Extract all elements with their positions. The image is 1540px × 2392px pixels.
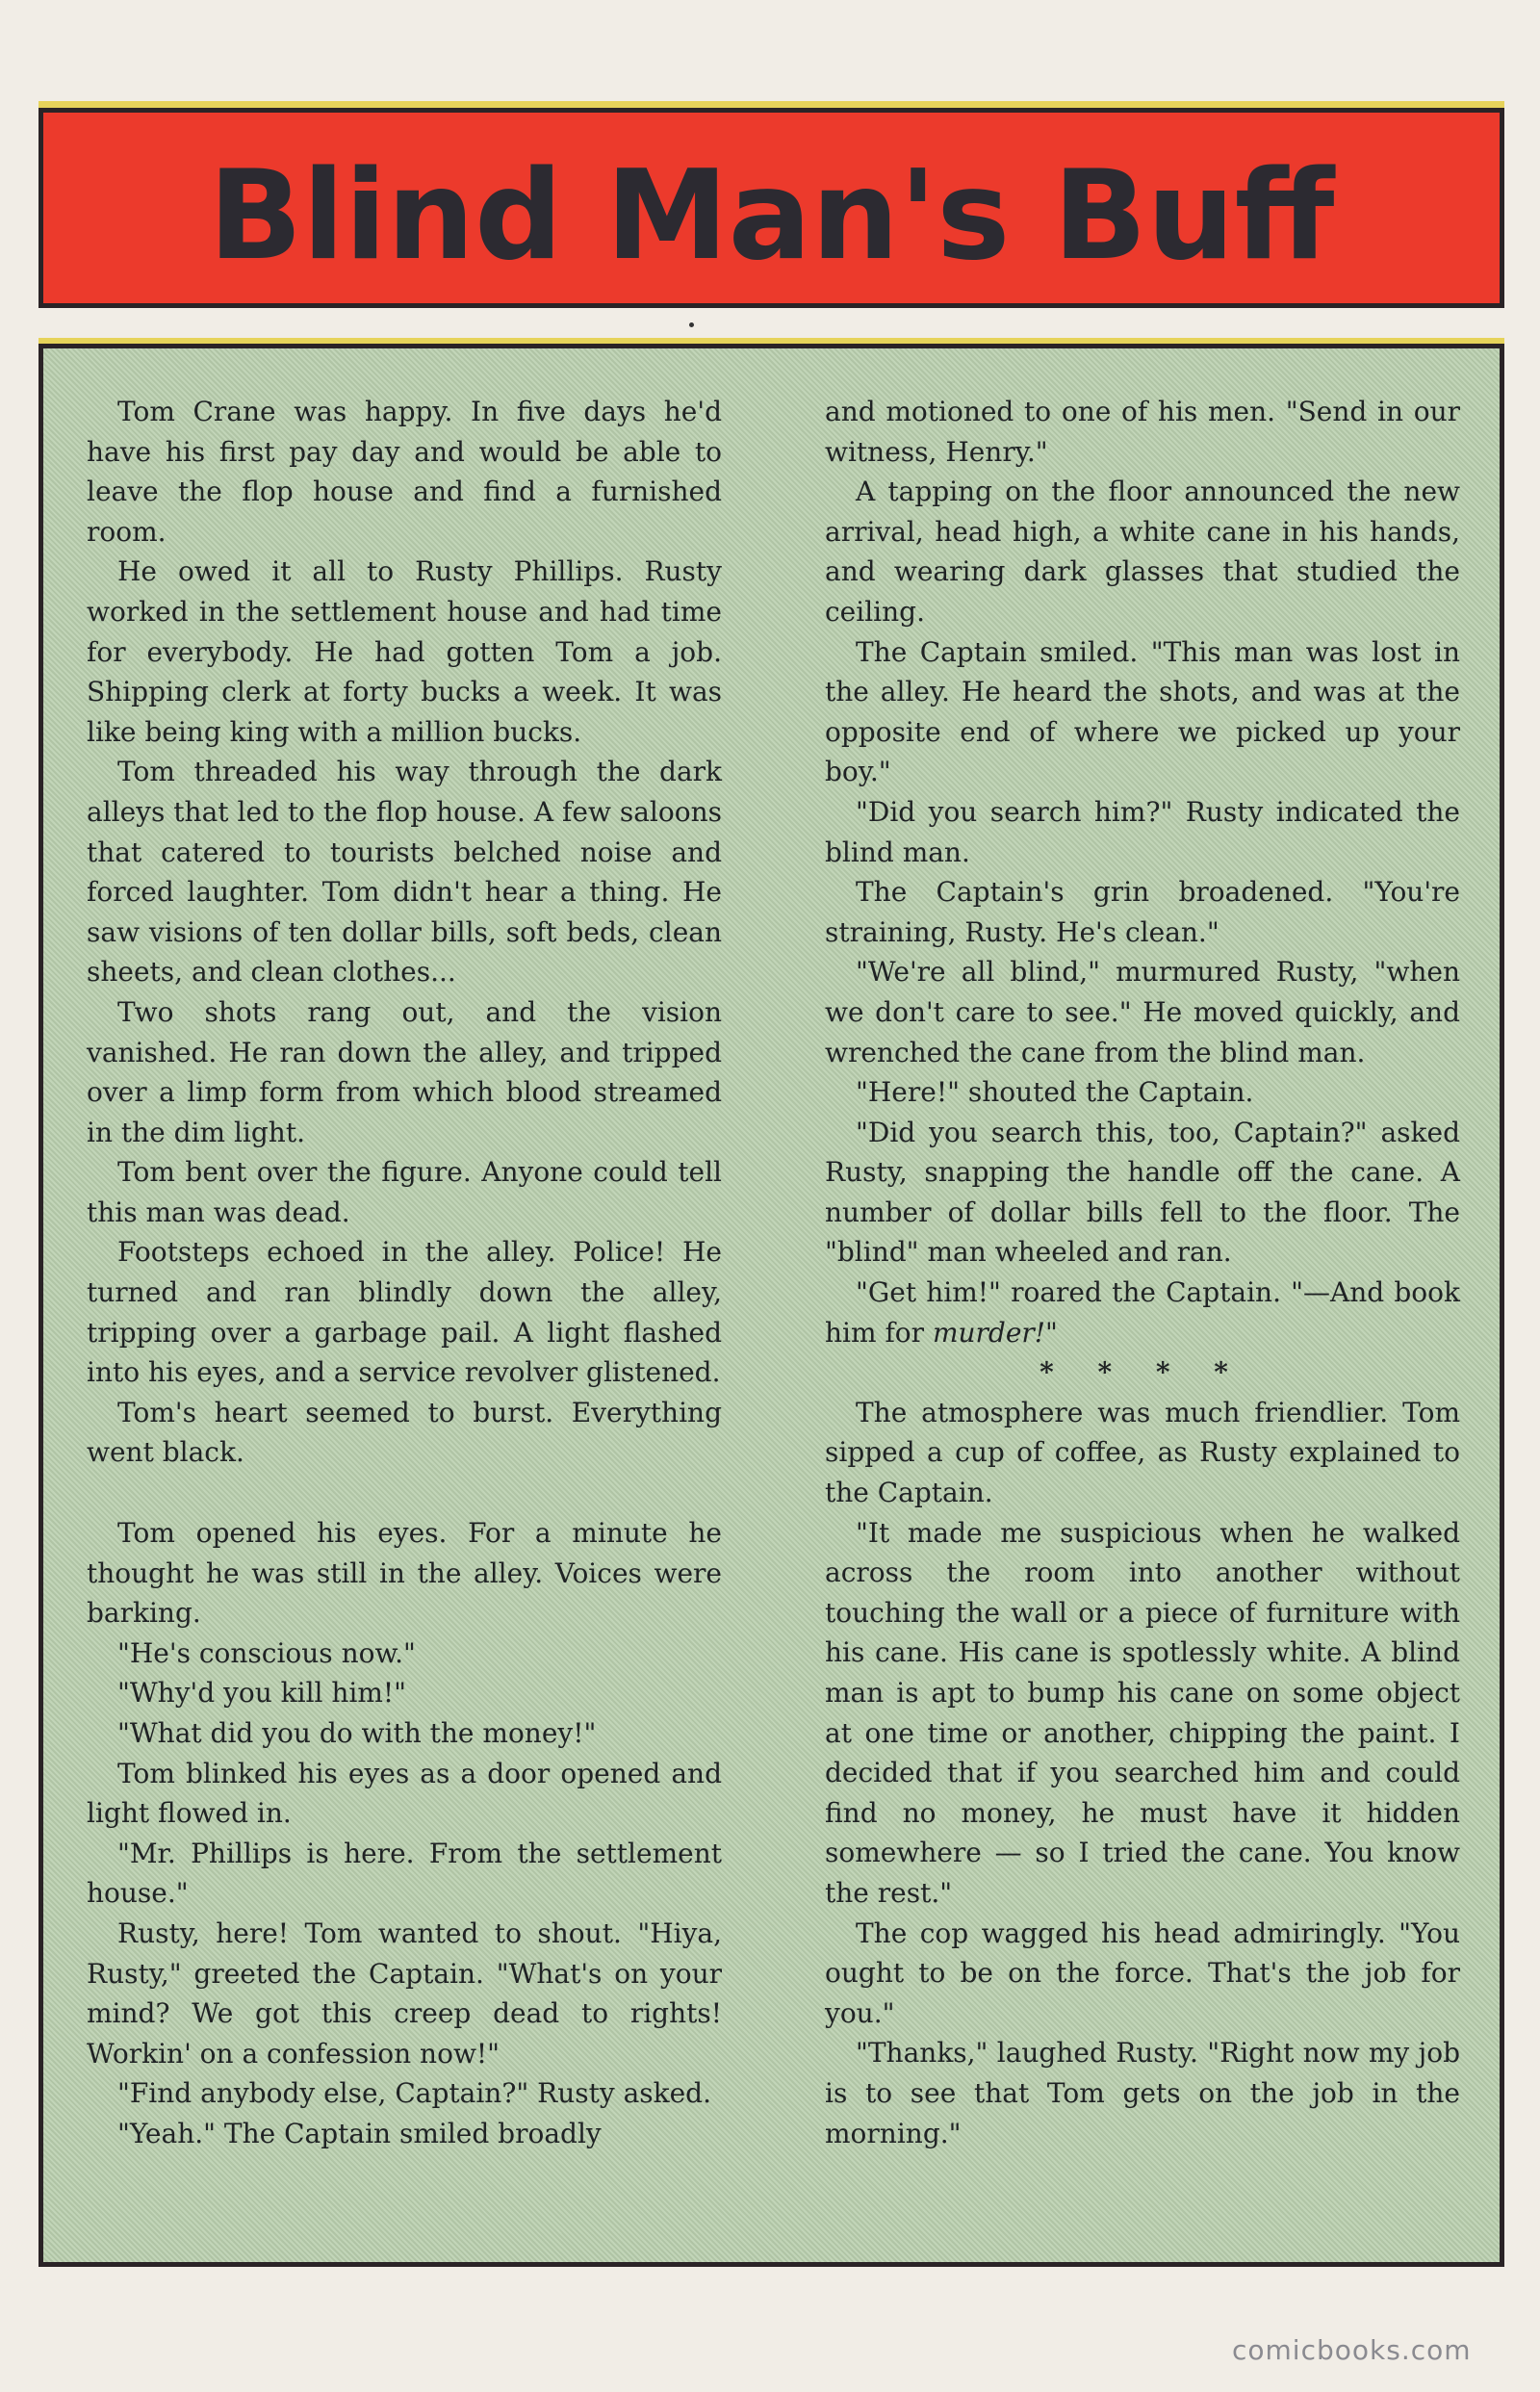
watermark: comicbooks.com — [1232, 2334, 1472, 2366]
paragraph: "Did you search this, too, Captain?" asked Rusty, snapping the handle off the cane. A number of dollar bills fell to the floor. The "blind" man wheeled and ran. — [825, 1116, 1460, 1269]
story-panel — [38, 344, 1504, 2267]
right-text-column — [825, 392, 1460, 2153]
paragraph: Tom bent over the figure. Anyone could tell this man was dead. — [87, 1156, 722, 1228]
paragraph: The Captain's grin broadened. "You're straining, Rusty. He's clean." — [825, 876, 1460, 948]
paragraph: "It made me suspicious when he walked across the room into another without touching the wall or a piece of furniture with his cane. His cane is spotlessly white. A blind man is apt to bump his cane on some object at one time or another, chipping the paint. I decided that if you searched him and could find no money, he must have it hidden somewhere — so I tried the cane. You know the rest." — [825, 1516, 1460, 1909]
paragraph: Footsteps echoed in the alley. Police! He turned and ran blindly down the alley, tripping over a garbage pail. A light flashed into his eyes, and a service revolver glistened. — [87, 1236, 722, 1389]
dialogue-line — [825, 1273, 1460, 1352]
paragraph: Two shots rang out, and the vision vanished. He ran down the alley, and tripped over a limp form from which blood streamed in the dim light. — [87, 995, 722, 1148]
paragraph: Tom opened his eyes. For a minute he thought he was still in the alley. Voices were barking. — [87, 1517, 722, 1630]
paragraph: "Thanks," laughed Rusty. "Right now my job is to see that Tom gets on the job in the morning." — [825, 2037, 1460, 2149]
paragraph: Rusty, here! Tom wanted to shout. "Hiya, Rusty," greeted the Captain. "What's on your mind? We got this creep dead to rights! Workin' on a confession now!" — [87, 1916, 722, 2070]
paragraph: The cop wagged his head admiringly. "You ought to be on the force. That's the job for you." — [825, 1916, 1460, 2029]
dialogue-line: "Here!" shouted the Captain. — [856, 1076, 1254, 1109]
title-banner — [38, 108, 1504, 308]
scene-break-stars: * * * * — [1040, 1356, 1245, 1389]
paragraph: Tom blinked his eyes as a door opened and light flowed in. — [87, 1757, 722, 1830]
paragraph: Tom Crane was happy. In five days he'd have his first pay day and would be able to leave the flop house and find a furnished room. — [87, 396, 722, 548]
paragraph: and motioned to one of his men. "Send in our witness, Henry." — [825, 396, 1460, 468]
paragraph: The atmosphere was much friendlier. Tom sipped a cup of coffee, as Rusty explained to the Captain. — [825, 1396, 1460, 1509]
paragraph: A tapping on the floor announced the new arrival, head high, a white cane in his hands, and wearing dark glasses that studied the ceiling. — [825, 476, 1460, 628]
dialogue-line: "What did you do with the money!" — [117, 1717, 597, 1749]
dialogue-line: "Mr. Phillips is here. From the settlement house." — [87, 1837, 722, 1910]
print-speck — [689, 322, 694, 327]
paragraph: Tom's heart seemed to burst. Everything went black. — [87, 1396, 722, 1469]
story-title: Blind Man's Buff — [208, 143, 1335, 288]
paragraph: He owed it all to Rusty Phillips. Rusty worked in the settlement house and had time for everybody. He had gotten Tom a job. Shipping clerk at forty bucks a week. It was like being king with a million bucks. — [87, 555, 722, 748]
paragraph: Tom threaded his way through the dark alleys that led to the flop house. A few saloons that catered to tourists belched noise and forced laughter. Tom didn't hear a thing. He saw visions of ten dollar bills, soft beds, clean sheets, and clean clothes... — [87, 756, 722, 989]
left-text-column — [87, 392, 722, 2154]
paragraph: "Yeah." The Captain smiled broadly — [117, 2117, 602, 2149]
emphasis-word: murder!" — [932, 1316, 1058, 1349]
paragraph: "We're all blind," murmured Rusty, "when we don't care to see." He moved quickly, and wrenched the cane from the blind man. — [825, 956, 1460, 1068]
dialogue-line: "Why'd you kill him!" — [117, 1677, 407, 1710]
dialogue-text: "Get him!" roared the Captain. "—And book him for — [825, 1276, 1460, 1349]
paragraph: The Captain smiled. "This man was lost in the alley. He heard the shots, and was at the opposite end of where we picked up your boy." — [825, 635, 1460, 788]
dialogue-line: "He's conscious now." — [117, 1636, 416, 1669]
dialogue-line: "Find anybody else, Captain?" Rusty asked. — [117, 2077, 711, 2110]
dialogue-line: "Did you search him?" Rusty indicated the blind man. — [825, 795, 1460, 868]
